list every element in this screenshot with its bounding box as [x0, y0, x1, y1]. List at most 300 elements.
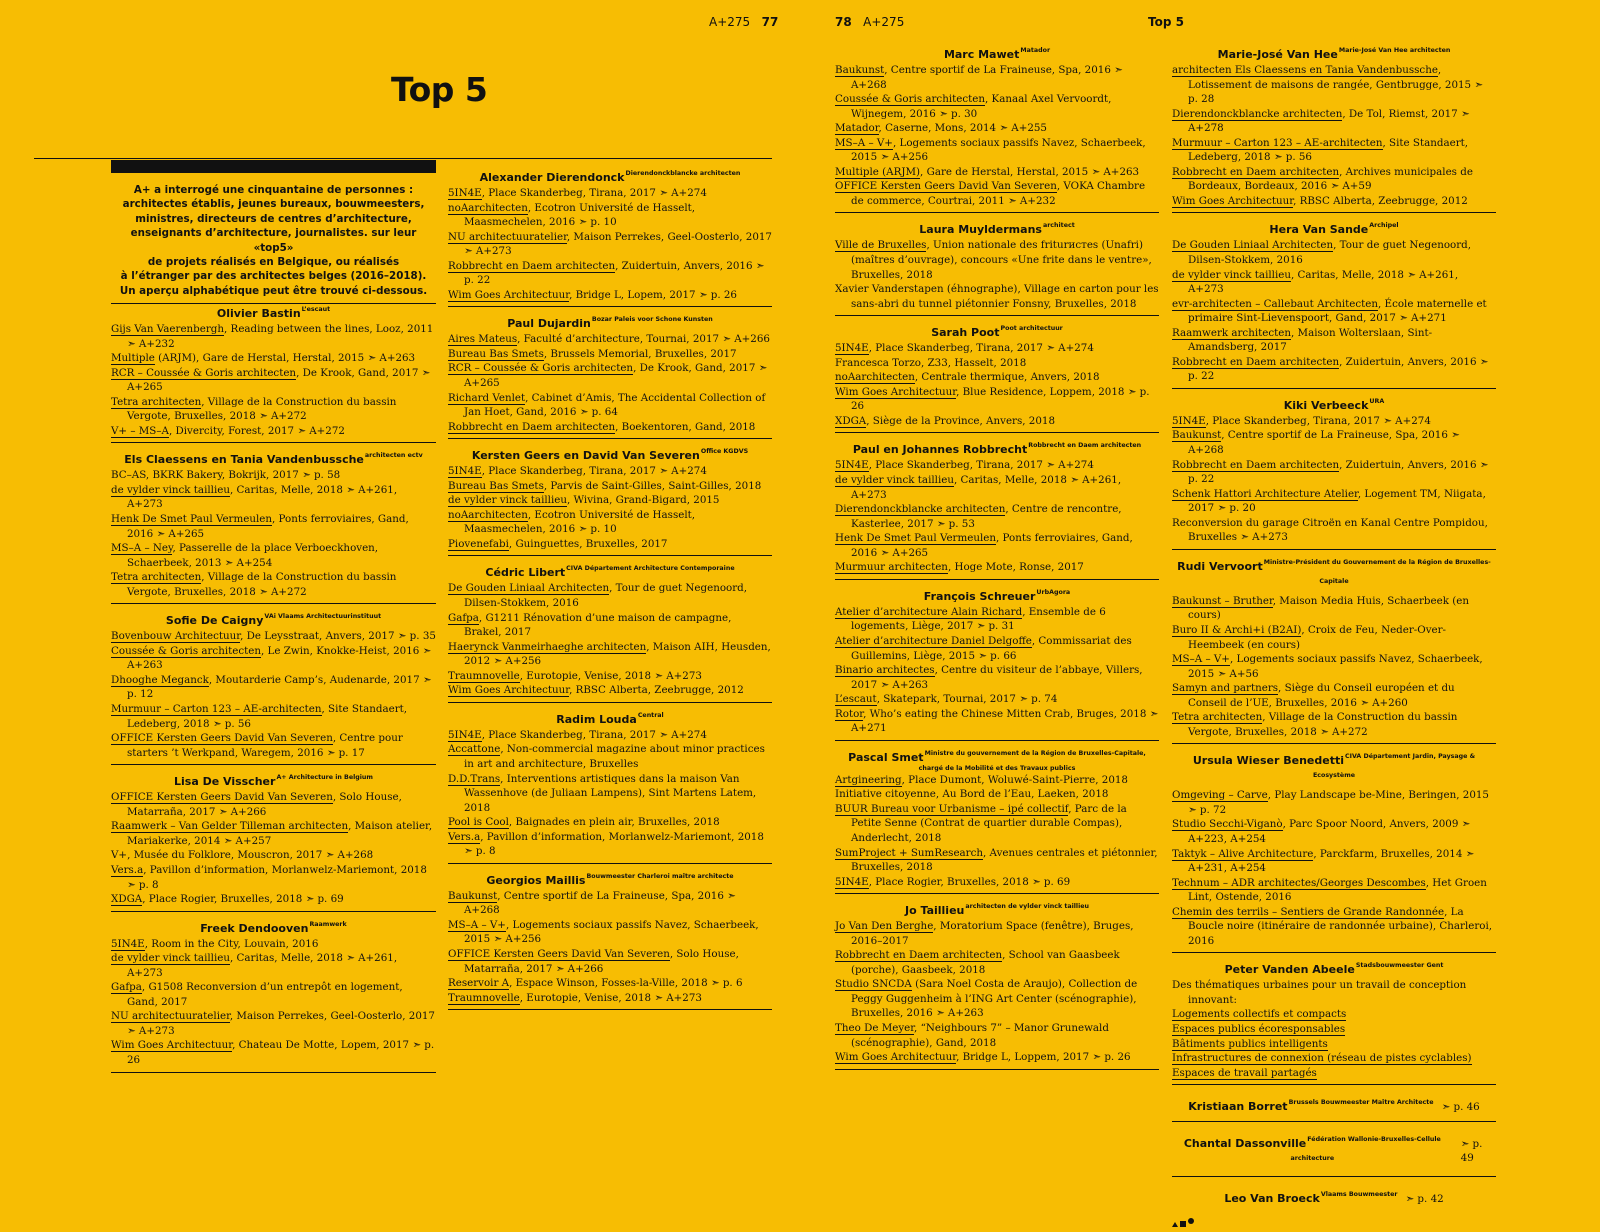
project-architect: RCR – Coussée & Goris architecten — [111, 366, 297, 379]
project-entry — [1172, 681, 1496, 710]
person-name-text: Marc Mawet — [943, 48, 1020, 61]
project-entry — [835, 560, 1159, 575]
person-name — [1172, 1132, 1453, 1170]
project-entry — [1172, 788, 1496, 817]
person-block — [448, 708, 772, 864]
project-details: , Logements sociaux passifs Navez, Schaerbeek, 2015 ➣ A+256 — [851, 136, 1146, 164]
project-details: , Skatepark, Tournai, 2017 ➣ p. 74 — [876, 693, 1058, 706]
intro-line: enseignants d’architecture, journalistes. sur leur «top5» — [130, 227, 417, 254]
person-name-text: Freek Dendooven — [200, 921, 309, 935]
project-architect: Vers.a — [111, 863, 144, 876]
person-name — [111, 448, 436, 467]
project-entry — [111, 790, 436, 819]
person-name — [835, 438, 1159, 457]
project-details: , Place Skanderbeg, Tirana, 2017 ➣ A+274 — [868, 459, 1094, 472]
project-entry — [835, 121, 1159, 136]
project-entry — [1172, 516, 1496, 545]
project-details: (Sara Noel Costa de Araujo), Collection de Peggy Guggenheim à l’ING Art Center (scénographie), Bruxelles, 2016 ➣ A+263 — [851, 978, 1138, 1020]
project-entry — [835, 605, 1159, 634]
project-details: , Logements sociaux passifs Navez, Schaerbeek, 2015 ➣ A+256 — [464, 918, 759, 946]
project-entry — [448, 201, 772, 230]
person-name — [1172, 749, 1496, 787]
project-architect: L’escaut — [835, 693, 877, 706]
project-details: , Siège du Conseil européen et du Conseil de l’UE, Bruxelles, 2016 ➣ A+260 — [1188, 682, 1455, 709]
project-entry — [111, 1038, 436, 1067]
project-entry — [111, 570, 436, 599]
page-title: Top 5 — [391, 70, 488, 109]
project-architect: Richard Venlet — [448, 391, 526, 404]
project-details: , VOKA Chambre de commerce, Courtrai, 2011 ➣ A+232 — [851, 180, 1146, 207]
project-details: , Eurotopie, Venise, 2018 ➣ A+273 — [519, 669, 702, 682]
project-architect: OFFICE Kersten Geers David Van Severen — [835, 180, 1057, 193]
page-number: 78 — [835, 15, 852, 29]
project-entry — [111, 483, 436, 512]
project-architect: Bureau Bas Smets — [448, 479, 544, 492]
project-details: , Union nationale des friturистes (Unafri) (maîtres d’ouvrage), concours «Une frite dans le ventre», Bruxelles, 2018 — [851, 239, 1152, 281]
project-details: , Le Zwin, Knokke-Heist, 2016 ➣ A+263 — [127, 644, 432, 672]
person-affiliation: Central — [637, 711, 664, 719]
project-details: , Place Rogier, Bruxelles, 2018 ➣ p. 69 — [868, 875, 1071, 888]
person-affiliation: architect — [1042, 222, 1075, 230]
project-details: , Gare de Herstal, Herstal, 2015 ➣ A+263 — [920, 165, 1140, 178]
project-details: , Guinguettes, Bruxelles, 2017 — [508, 537, 668, 550]
person-affiliation: Raamwerk — [309, 920, 347, 928]
person-name — [1172, 394, 1496, 413]
project-architect: Dhooghe Meganck — [111, 673, 209, 686]
project-architect: Robbrecht en Daem architecten — [1172, 458, 1340, 471]
project-entry — [448, 815, 772, 830]
person-block — [111, 448, 436, 604]
project-entry — [448, 361, 772, 390]
project-details: , Caritas, Melle, 2018 ➣ A+261, A+273 — [1188, 268, 1459, 296]
person-block — [835, 899, 1159, 1069]
project-architect: Tetra architecten — [111, 395, 202, 408]
project-entry — [835, 977, 1159, 1021]
project-details: , RBSC Alberta, Zeebrugge, 2012 — [569, 684, 744, 697]
project-details: , Ecotron Université de Hasselt, Maasmechelen, 2016 ➣ p. 10 — [464, 201, 696, 229]
person-affiliation: architecten de vylder vinck taillieu — [965, 903, 1089, 911]
project-entry — [1172, 847, 1496, 876]
project-details: BC–AS, BKRK Bakery, Bokrijk, 2017 ➣ p. 58 — [111, 469, 341, 482]
project-details: , Centrale thermique, Anvers, 2018 — [914, 371, 1100, 384]
person-block — [111, 609, 436, 765]
project-architect: MS–A – V+ — [1172, 653, 1230, 666]
project-details: , Interventions artistiques dans la maison Van Wassenhove (de Juliaan Lampens), Sint Martens Latem, 2018 — [464, 772, 757, 814]
project-details: , Siège de la Province, Anvers, 2018 — [866, 414, 1055, 427]
project-architect: Gijs Van Vaerenbergh — [111, 323, 225, 335]
project-details: , Kanaal Axel Vervoordt, Wijnegem, 2016 ➣ p. 30 — [851, 93, 1112, 120]
intro-line: de projets réalisés en Belgique, ou réalisés — [147, 256, 400, 269]
project-details: , Archives municipales de Bordeaux, Bordeaux, 2016 ➣ A+59 — [1188, 165, 1473, 193]
project-architect: Tetra architecten — [1172, 711, 1263, 724]
project-details: Initiative citoyenne, Au Bord de l’Eau, Laeken, 2018 — [835, 788, 1109, 801]
project-entry — [1172, 594, 1496, 623]
person-block — [448, 561, 772, 702]
project-details: , Moratorium Space (fenêtre), Bruges, 2016–2017 — [851, 920, 1134, 947]
project-details: , Place Skanderbeg, Tirana, 2017 ➣ A+274 — [481, 728, 707, 741]
project-details: , “Neighbours 7” – Manor Grunewald (scénographie), Gand, 2018 — [851, 1021, 1109, 1049]
circle-shape — [1188, 1218, 1194, 1224]
project-architect: De Gouden Liniaal Architecten — [1172, 239, 1334, 252]
project-architect: Haerynck Vanmeirhaeghe architecten — [448, 640, 647, 653]
project-architect: Rotor — [835, 707, 864, 720]
person-name-text: Paul en Johannes Robbrecht — [852, 443, 1028, 457]
project-details: , Who’s eating the Chinese Mitten Crab, Bruges, 2018 ➣ A+271 — [851, 707, 1159, 735]
project-details: , Caritas, Melle, 2018 ➣ A+261, A+273 — [851, 474, 1122, 501]
project-details: , Bridge L, Loppem, 2017 ➣ p. 26 — [956, 1051, 1131, 1064]
person-name-text: Lisa De Visscher — [174, 775, 276, 789]
project-architect: architecten Els Claessens en Tania Vandenbussche — [1172, 64, 1438, 76]
project-entry — [448, 347, 772, 362]
project-entry — [835, 385, 1159, 414]
project-details: , Logement TM, Niigata, 2017 ➣ p. 20 — [1188, 487, 1486, 515]
person-name-text: Pascal Smet — [848, 750, 924, 764]
project-entry — [835, 802, 1159, 846]
person-name — [1172, 555, 1496, 593]
project-architect: Baukunst – Bruther — [1172, 594, 1273, 607]
person-block — [835, 321, 1159, 433]
project-entry — [1172, 905, 1496, 949]
person-name — [1172, 218, 1496, 237]
person-name-text: Peter Vanden Abeele — [1224, 963, 1355, 977]
project-details: , Zuidertuin, Anvers, 2016 ➣ p. 22 — [1188, 355, 1489, 383]
project-architect: Baukunst — [835, 64, 885, 76]
intro-line: A+ a interrogé une cinquantaine de personnes : — [133, 184, 414, 196]
project-entry — [1172, 136, 1496, 165]
project-details: , Zuidertuin, Anvers, 2016 ➣ p. 22 — [464, 259, 765, 287]
project-architect: Wim Goes Architectuur — [1172, 194, 1294, 207]
person-name — [448, 561, 772, 580]
end-mark-icon — [1172, 1217, 1496, 1231]
person-affiliation: Marie-José Van Hee architecten — [1338, 47, 1451, 54]
project-details: , Wivina, Grand-Bigard, 2015 — [566, 494, 720, 507]
person-name-text: Marie-José Van Hee — [1217, 48, 1338, 61]
project-architect: noAarchitecten — [448, 508, 528, 521]
project-details: , Divercity, Forest, 2017 ➣ A+272 — [168, 424, 345, 437]
project-entry — [835, 692, 1159, 707]
project-architect: SumProject + SumResearch — [835, 846, 983, 859]
project-architect: Dierendonckblancke architecten — [835, 503, 1006, 516]
project-architect: de vylder vinck taillieu — [1172, 268, 1291, 281]
project-entry — [835, 414, 1159, 429]
person-affiliation: Brussels Bouwmeester Maître Architecte — [1288, 1099, 1434, 1107]
project-details: , Avenues centrales et piétonnier, Bruxelles, 2018 — [851, 846, 1158, 874]
project-entry — [835, 136, 1159, 165]
project-details: , Centre sportif de La Fraineuse, Spa, 2016 ➣ A+268 — [851, 64, 1123, 91]
person-affiliation: Bouwmeester Charleroi maître architecte — [586, 872, 734, 880]
title-rule — [34, 158, 772, 159]
project-entry — [448, 479, 772, 494]
project-architect: noAarchitecten — [835, 371, 915, 384]
project-architect: Multiple — [111, 352, 155, 365]
project-details: , Baignades en plein air, Bruxelles, 2018 — [508, 816, 720, 829]
project-entry — [1172, 1007, 1496, 1022]
project-entry — [835, 1021, 1159, 1050]
inline-person — [1172, 1182, 1496, 1213]
project-entry — [835, 948, 1159, 977]
person-affiliation: Bozar Paleis voor Schone Kunsten — [591, 316, 713, 324]
project-entry — [111, 980, 436, 1009]
intro-line: ministres, directeurs de centres d’architecture, — [135, 212, 412, 225]
person-name — [448, 312, 772, 331]
person-name — [448, 869, 772, 888]
person-block — [835, 585, 1159, 741]
project-details: , Non-commercial magazine about minor practices in art and architecture, Bruxelles — [464, 743, 765, 770]
project-details: , Place Skanderbeg, Tirana, 2017 ➣ A+274 — [1205, 414, 1431, 427]
project-details: Reconversion du garage Citroën en Kanal Centre Pompidou, Bruxelles ➣ A+273 — [1172, 516, 1488, 544]
column-4 — [1172, 40, 1496, 1231]
project-details: , Play Landscape be-Mine, Beringen, 2015 ➣ p. 72 — [1188, 789, 1489, 816]
person-name — [835, 43, 1159, 62]
project-entry — [448, 611, 772, 640]
person-affiliation-line-2: chargé de la Mobilité et des Travaux publics — [918, 764, 1076, 772]
project-details: , Maison AIH, Heusden, 2012 ➣ A+256 — [464, 640, 771, 668]
project-entry — [111, 937, 436, 952]
person-name — [448, 708, 772, 727]
project-architect: Theo De Meyer — [835, 1021, 915, 1034]
project-entry — [111, 848, 436, 863]
intro-line: architectes établis, jeunes bureaux, bouwmeesters, — [122, 198, 425, 211]
project-entry — [1172, 414, 1496, 429]
person-block — [835, 43, 1159, 213]
project-architect: NU architectuuratelier — [448, 230, 567, 243]
project-architect: MS–A – Ney — [111, 542, 173, 555]
person-block — [448, 444, 772, 556]
project-architect: Raamwerk architecten — [1172, 326, 1291, 339]
project-details: , Logements sociaux passifs Navez, Schaerbeek, 2015 ➣ A+56 — [1188, 653, 1483, 680]
person-affiliation: Matador — [1020, 47, 1051, 54]
project-details: , Zuidertuin, Anvers, 2016 ➣ p. 22 — [1188, 458, 1489, 486]
project-details: , Place Dumont, Woluwé-Saint-Pierre, 2018 — [901, 773, 1128, 786]
person-affiliation: Fédération Wallonie-Bruxelles-Cellule architecture — [1290, 1135, 1441, 1162]
project-details: , Place Skanderbeg, Tirana, 2017 ➣ A+274 — [868, 342, 1094, 355]
project-architect: Pool is Cool — [448, 816, 509, 829]
project-architect: OFFICE Kersten Geers David Van Severen — [448, 947, 670, 960]
project-architect: Murmuur architecten — [835, 561, 948, 574]
project-entry — [111, 863, 436, 892]
person-affiliation: CIVA Département Jardin, Paysage & Ecosystème — [1312, 753, 1476, 780]
person-name — [111, 302, 436, 321]
project-details: , Caserne, Mons, 2014 ➣ A+255 — [878, 122, 1047, 135]
project-architect: RCR – Coussée & Goris architecten — [448, 362, 634, 375]
project-entry — [111, 541, 436, 570]
project-entry — [448, 947, 772, 976]
page-number: 77 — [761, 15, 779, 29]
project-architect: Reservoir A — [448, 977, 510, 990]
project-details: , Reading between the lines, Looz, 2011 ➣ A+232 — [127, 323, 434, 350]
person-name-text: Paul Dujardin — [507, 317, 591, 331]
project-details: , Cabinet d’Amis, The Accidental Collection of Jan Hoet, Gand, 2016 ➣ p. 64 — [464, 391, 766, 419]
person-affiliation: CIVA Département Architecture Contemporaine — [566, 565, 735, 573]
project-architect: OFFICE Kersten Geers David Van Severen — [111, 791, 333, 804]
project-details: , De Leysstraat, Anvers, 2017 ➣ p. 35 — [240, 630, 436, 643]
project-architect: Wim Goes Architectuur — [448, 684, 570, 697]
project-entry — [1172, 107, 1496, 136]
project-architect: Vers.a — [448, 830, 481, 843]
inline-person — [1172, 1090, 1496, 1122]
project-details: Xavier Vanderstapen (éhnographe), Village en carton pour les sans-abri du tunnel piétonnier Fonsny, Bruxelles, 2018 — [835, 283, 1159, 310]
project-details: , G1211 Rénovation d’une maison de campagne, Brakel, 2017 — [464, 611, 732, 639]
project-details: , Maison Perrekes, Geel-Oosterlo, 2017 ➣ A+273 — [127, 1010, 435, 1037]
project-details: (ARJM), Gare de Herstal, Herstal, 2015 ➣ A+263 — [154, 352, 416, 365]
project-entry — [1172, 817, 1496, 846]
person-name-text: François Schreuer — [923, 589, 1036, 603]
project-details: , Bridge L, Lopem, 2017 ➣ p. 26 — [569, 288, 737, 301]
project-entry — [835, 458, 1159, 473]
project-entry — [835, 875, 1159, 890]
person-block — [1172, 218, 1496, 388]
project-entry — [1172, 326, 1496, 355]
person-block — [1172, 394, 1496, 550]
person-block — [448, 869, 772, 1010]
project-architect: Bureau Bas Smets — [448, 347, 544, 360]
project-details: V+, Musée du Folklore, Mouscron, 2017 ➣ A+268 — [111, 849, 374, 862]
project-architect: de vylder vinck taillieu — [111, 952, 230, 965]
person-block — [111, 770, 436, 911]
project-details: , Village de la Construction du bassin Vergote, Bruxelles, 2018 ➣ A+272 — [127, 395, 397, 423]
person-name — [448, 166, 772, 185]
person-name-text: Hera Van Sande — [1269, 223, 1369, 237]
project-architect: Robbrecht en Daem architecten — [1172, 355, 1340, 368]
project-architect: Gafpa — [111, 981, 142, 994]
project-entry — [448, 830, 772, 859]
project-entry — [448, 259, 772, 288]
project-details: , Maison Wolterslaan, Sint-Amandsberg, 2017 — [1188, 326, 1433, 354]
person-block — [448, 312, 772, 439]
person-name-text: Cédric Libert — [485, 566, 566, 580]
intro-line: Un aperçu alphabétique peut être trouvé ci-dessous. — [119, 284, 428, 297]
project-entry — [111, 1009, 436, 1038]
person-block — [111, 302, 436, 443]
project-entry — [835, 707, 1159, 736]
project-entry — [835, 165, 1159, 180]
project-architect: 5IN4E — [448, 187, 482, 199]
person-name — [835, 746, 1159, 765]
person-block — [835, 438, 1159, 579]
project-entry — [835, 238, 1159, 282]
project-entry — [835, 663, 1159, 692]
project-entry — [835, 179, 1159, 208]
project-entry — [1172, 297, 1496, 326]
project-architect: Buro II & Archi+i (B2AI) — [1172, 623, 1302, 636]
project-architect: evr-architecten – Callebaut Architecten — [1172, 297, 1379, 310]
project-details: , Moutarderie Camp’s, Audenarde, 2017 ➣ p. 12 — [127, 673, 432, 701]
project-entry — [448, 728, 772, 743]
project-entry — [1172, 458, 1496, 487]
project-architect: 5IN4E — [1172, 414, 1206, 427]
person-affiliation: Vlaams Bouwmeester — [1320, 1190, 1398, 1198]
project-entry — [448, 508, 772, 537]
person-affiliation: L’escaut — [301, 306, 331, 313]
project-entry — [448, 772, 772, 816]
project-entry — [1172, 428, 1496, 457]
section-title: Top 5 — [1148, 15, 1184, 29]
person-name — [111, 770, 436, 789]
project-details: , Place Skanderbeg, Tirana, 2017 ➣ A+274 — [481, 465, 707, 478]
person-name — [835, 218, 1159, 237]
person-block — [111, 917, 436, 1073]
project-architect: Schenk Hattori Architecture Atelier — [1172, 487, 1358, 500]
project-details: , Parc Spoor Noord, Anvers, 2009 ➣ A+223, A+254 — [1188, 818, 1471, 845]
project-entry — [1172, 1051, 1496, 1066]
project-entry — [448, 391, 772, 420]
project-details: , Faculté d’architecture, Tournai, 2017 ➣ A+266 — [517, 333, 770, 346]
project-details: , Ecotron Université de Hasselt, Maasmechelen, 2016 ➣ p. 10 — [464, 508, 696, 536]
project-architect: Baukunst — [448, 889, 498, 902]
column-3 — [835, 40, 1159, 1075]
person-affiliation: Stadsbouwmeester Gent — [1355, 962, 1444, 970]
project-entry — [448, 976, 772, 991]
project-architect: Henk De Smet Paul Vermeulen — [835, 532, 996, 545]
project-architect: Espaces de travail partagés — [1172, 1066, 1317, 1079]
project-architect: Atelier d’architecture Daniel Delgoffe — [835, 634, 1032, 647]
person-name-text: Rudi Vervoort — [1177, 559, 1263, 573]
project-details: Des thématiques urbaines pour un travail de conception innovant: — [1172, 979, 1467, 1006]
project-architect: Robbrecht en Daem architecten — [835, 949, 1003, 962]
project-details: , Passerelle de la place Verboeckhoven, Schaerbeek, 2013 ➣ A+254 — [127, 542, 379, 569]
person-name — [835, 899, 1159, 918]
project-entry — [1172, 876, 1496, 905]
project-architect: De Gouden Liniaal Architecten — [448, 582, 610, 595]
project-details: , School van Gaasbeek (porche), Gaasbeek, 2018 — [851, 949, 1120, 976]
project-architect: Technum – ADR architectes/Georges Descombes — [1172, 876, 1426, 889]
project-entry — [835, 787, 1159, 802]
project-details: , De Krook, Gand, 2017 ➣ A+265 — [127, 366, 431, 394]
person-name — [835, 321, 1159, 340]
project-entry — [111, 351, 436, 366]
project-entry — [111, 468, 436, 483]
project-entry — [1172, 1066, 1496, 1081]
project-entry — [448, 918, 772, 947]
project-details: , La Boucle noire (itinéraire de randonnée urbaine), Charleroi, 2016 — [1188, 905, 1493, 947]
project-entry — [448, 288, 772, 303]
project-entry — [1172, 1022, 1496, 1037]
project-entry — [111, 629, 436, 644]
project-entry — [1172, 355, 1496, 384]
intro-text — [111, 183, 436, 304]
project-entry — [1172, 710, 1496, 739]
project-architect: Wim Goes Architectuur — [835, 385, 957, 398]
person-name-text: Sofie De Caigny — [165, 614, 264, 628]
project-architect: de vylder vinck taillieu — [111, 483, 230, 496]
person-block — [448, 166, 772, 307]
project-architect: 5IN4E — [835, 342, 869, 355]
project-entry — [111, 673, 436, 702]
project-entry — [448, 889, 772, 918]
project-entry — [1172, 194, 1496, 209]
project-details: , Village de la Construction du bassin Vergote, Bruxelles, 2018 ➣ A+272 — [1188, 711, 1458, 738]
project-entry — [111, 644, 436, 673]
project-details: , Brussels Memorial, Bruxelles, 2017 — [543, 347, 737, 360]
project-entry — [111, 512, 436, 541]
project-architect: Bâtiments publics intelligents — [1172, 1037, 1328, 1050]
project-architect: Bovenbouw Architectuur — [111, 630, 241, 643]
project-architect: Dierendonckblancke architecten — [1172, 107, 1343, 120]
project-entry — [448, 493, 772, 508]
person-name — [835, 585, 1159, 604]
person-affiliation: Poot architectuur — [1000, 325, 1063, 333]
page-reference: ➣ p. 42 — [1405, 1192, 1444, 1205]
page-reference: ➣ p. 46 — [1441, 1101, 1480, 1114]
project-entry — [111, 731, 436, 760]
project-architect: Logements collectifs et compacts — [1172, 1008, 1347, 1021]
project-entry — [835, 634, 1159, 663]
project-details: , Caritas, Melle, 2018 ➣ A+261, A+273 — [127, 952, 398, 979]
inline-person-row — [1172, 1127, 1496, 1172]
project-architect: Studio SNCDA — [835, 978, 912, 991]
project-entry — [835, 92, 1159, 121]
project-details: , Maison Media Huis, Schaerbeek (en cours) — [1188, 594, 1469, 622]
